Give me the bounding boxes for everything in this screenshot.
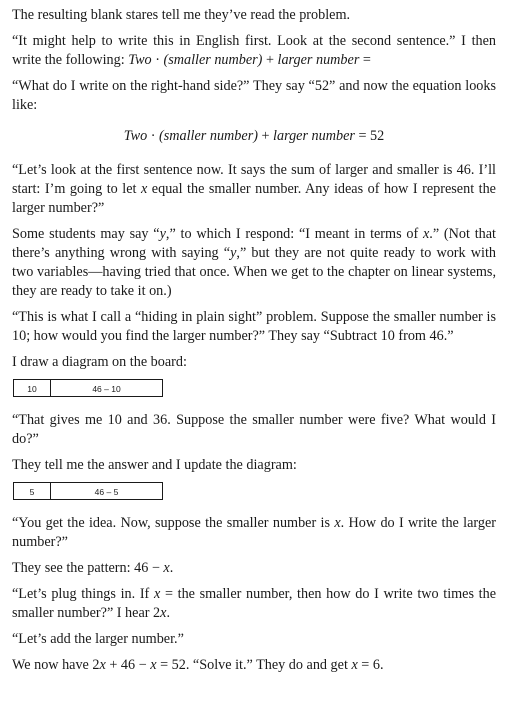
text: ,” to which I respond: “I meant in terms of [165, 226, 423, 242]
diagram-cell-smaller: 5 [14, 483, 51, 499]
text: “Let’s add the larger number.” [12, 631, 184, 647]
text: = 6. [357, 657, 384, 673]
paragraph-blank-stares [12, 6, 496, 25]
paragraph-draw-diagram [12, 353, 496, 372]
text: . [169, 560, 174, 576]
diagram-cell-larger: 46 – 10 [92, 384, 121, 394]
text: The resulting blank stares tell me they’ve read the problem. [12, 7, 351, 23]
text: I draw a diagram on the board: [12, 354, 187, 370]
text: equal the smaller number. Any ideas of how I represent the larger number?” [12, 181, 496, 216]
text: ,” but they are not quite ready to work with two variables—having tried that once. When we get to the chapter on linear systems, they are ready to take it on.) [12, 245, 497, 299]
var-y: y [159, 226, 166, 242]
eq-smaller-number: (smaller number) [159, 128, 258, 144]
paragraph-students-say-y [12, 225, 496, 301]
text: “You get the idea. Now, suppose the smaller number is [12, 515, 335, 531]
eq-two: Two [123, 128, 148, 144]
text: They see the pattern: 46 − [12, 560, 164, 576]
text: · [151, 52, 164, 68]
var-x: x [163, 560, 170, 576]
text: . [166, 605, 170, 621]
text: “What do I write on the right-hand side?” They say “52” and now the equation looks like: [12, 78, 496, 113]
diagram-cell-smaller: 10 [14, 380, 51, 396]
var-x: x [334, 515, 341, 531]
expr-two: Two [128, 52, 152, 68]
equation-display [12, 127, 496, 146]
var-x: x [153, 586, 161, 602]
var-y: y [230, 245, 237, 261]
eq-larger-number: larger number [273, 128, 355, 144]
text: .” (Not that there’s anything wrong with saying “ [12, 226, 496, 261]
paragraph-add-larger-number [12, 630, 496, 649]
text: “Let’s look at the first sentence now. It says the sum of larger and smaller is 46. I’ll start: I’m going to let [12, 162, 496, 197]
text: “This is what I call a “hiding in plain sight” problem. Suppose the smaller number is 10; how would you find the larger number?” They say “Subtract 10 from 46.” [12, 309, 496, 344]
diagram-bar-10 [13, 379, 163, 397]
paragraph-solve-it [12, 656, 496, 675]
paragraph-plug-things-in [12, 585, 496, 623]
paragraph-write-in-english [12, 32, 496, 70]
text: “It might help to write this in English first. Look at the second sentence.” I then write the following: [12, 33, 496, 68]
text: = 52. “Solve it.” They do and get [156, 657, 352, 673]
text: = the smaller number, then how do I write two times the smaller number?” I hear 2 [12, 586, 497, 621]
paragraph-right-hand-side [12, 77, 496, 115]
text: = 52 [354, 128, 385, 144]
paragraph-get-the-idea [12, 514, 496, 552]
text: + [262, 52, 278, 68]
paragraph-see-the-pattern [12, 559, 496, 578]
expr-larger-number: larger number [277, 52, 360, 68]
paragraph-update-diagram [12, 456, 496, 475]
var-x: x [351, 657, 358, 673]
text: + 46 − [105, 657, 151, 673]
paragraph-hiding-in-plain-sight [12, 308, 496, 346]
text: We now have 2 [12, 657, 100, 673]
paragraph-gives-10-and-36 [12, 411, 496, 449]
text: Some students may say “ [12, 226, 160, 242]
text: “That gives me 10 and 36. Suppose the smaller number were five? What would I do?” [12, 412, 496, 447]
diagram-cell-larger: 46 – 5 [94, 487, 119, 497]
text: They tell me the answer and I update the diagram: [12, 457, 297, 473]
text: “Let’s plug things in. If [12, 586, 154, 602]
paragraph-first-sentence [12, 161, 496, 218]
var-x: x [422, 226, 430, 242]
diagram-bar-5 [13, 482, 163, 500]
text: · [147, 128, 160, 144]
text: . How do I write the larger number?” [12, 515, 497, 550]
var-x: x [160, 605, 167, 621]
var-x: x [99, 657, 106, 673]
text: + [257, 128, 274, 144]
var-x: x [150, 657, 157, 673]
var-x: x [140, 181, 148, 197]
expr-smaller-number: (smaller number) [163, 52, 263, 68]
text: = [359, 52, 371, 68]
